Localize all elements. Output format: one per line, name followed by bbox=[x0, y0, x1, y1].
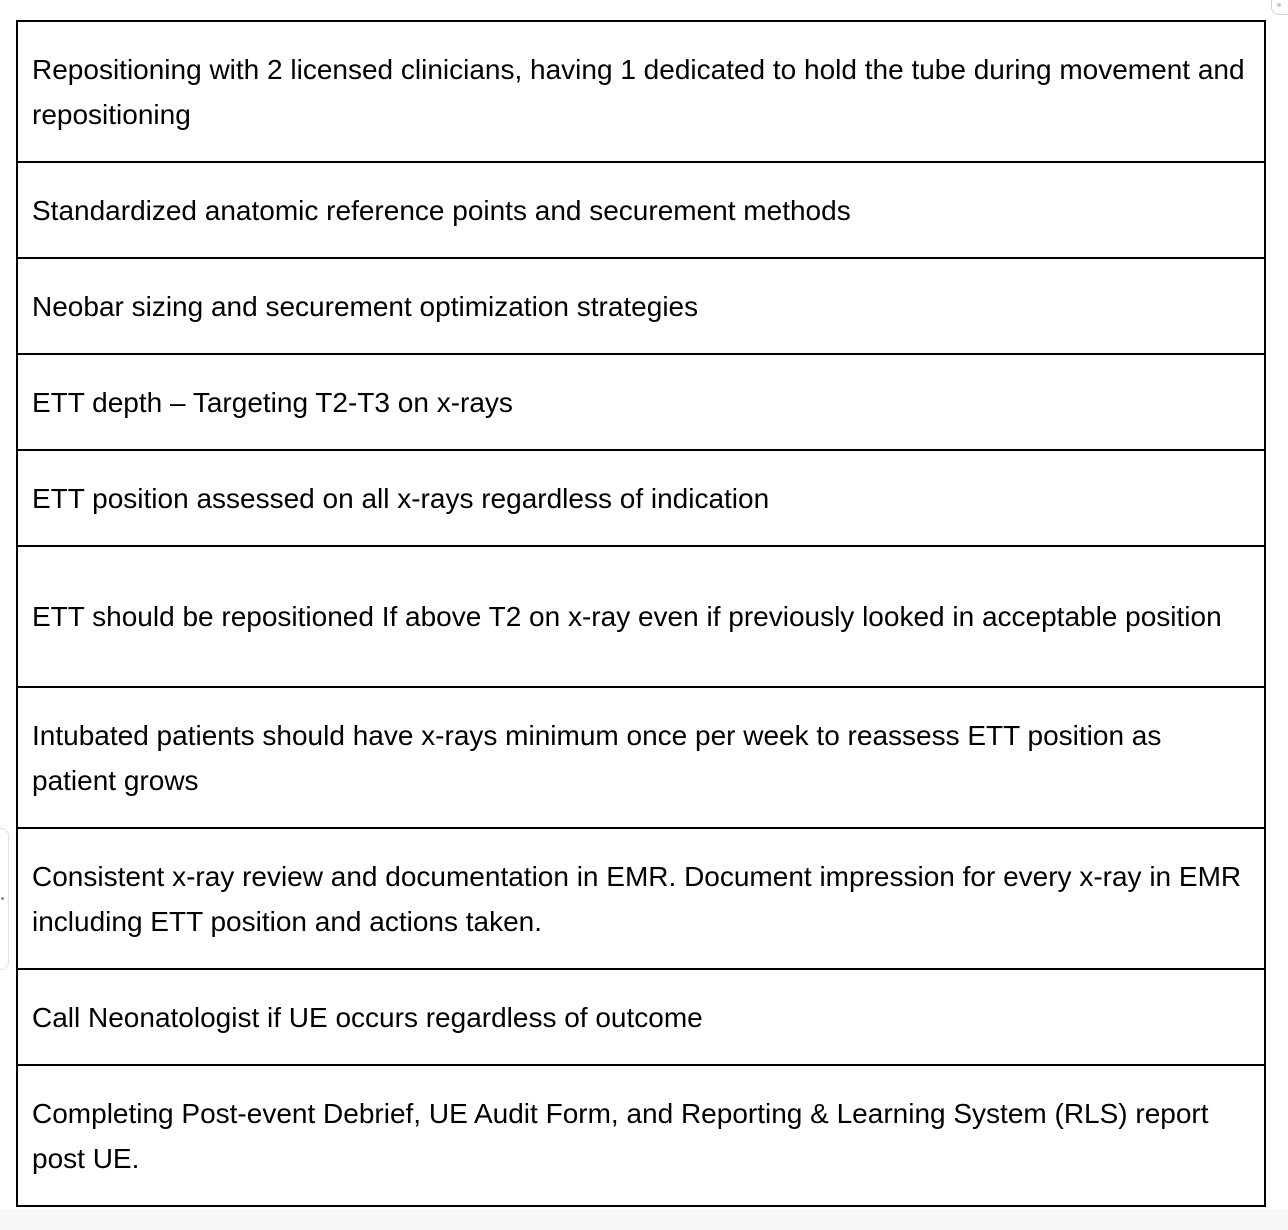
table-row bbox=[17, 1065, 1265, 1206]
table-cell: ETT should be repositioned If above T2 on x-ray even if previously looked in acceptable position bbox=[17, 546, 1265, 687]
table-cell: Completing Post-event Debrief, UE Audit Form, and Reporting & Learning System (RLS) report post UE. bbox=[17, 1065, 1265, 1206]
table-cell: Intubated patients should have x-rays minimum once per week to reassess ETT position as patient grows bbox=[17, 687, 1265, 828]
table-cell: Standardized anatomic reference points and securement methods bbox=[17, 162, 1265, 258]
table-row bbox=[17, 21, 1265, 162]
scroll-handle-icon[interactable] bbox=[1271, 0, 1288, 15]
table-row bbox=[17, 969, 1265, 1065]
table-cell: ETT depth – Targeting T2-T3 on x-rays bbox=[17, 354, 1265, 450]
table-row bbox=[17, 546, 1265, 687]
page-bottom-band bbox=[0, 1210, 1288, 1230]
table-cell: Repositioning with 2 licensed clinicians, having 1 dedicated to hold the tube during movement and repositioning bbox=[17, 21, 1265, 162]
table-row bbox=[17, 162, 1265, 258]
table-row bbox=[17, 258, 1265, 354]
table-cell: Neobar sizing and securement optimization strategies bbox=[17, 258, 1265, 354]
table-row bbox=[17, 354, 1265, 450]
recommendations-table bbox=[16, 20, 1266, 1207]
table-cell: ETT position assessed on all x-rays regardless of indication bbox=[17, 450, 1265, 546]
table-row bbox=[17, 828, 1265, 969]
table-cell: Call Neonatologist if UE occurs regardless of outcome bbox=[17, 969, 1265, 1065]
table-row bbox=[17, 687, 1265, 828]
side-resize-handle[interactable] bbox=[0, 828, 9, 970]
table-row bbox=[17, 450, 1265, 546]
table-cell: Consistent x-ray review and documentation in EMR. Document impression for every x-ray in EMR including ETT position and actions taken. bbox=[17, 828, 1265, 969]
